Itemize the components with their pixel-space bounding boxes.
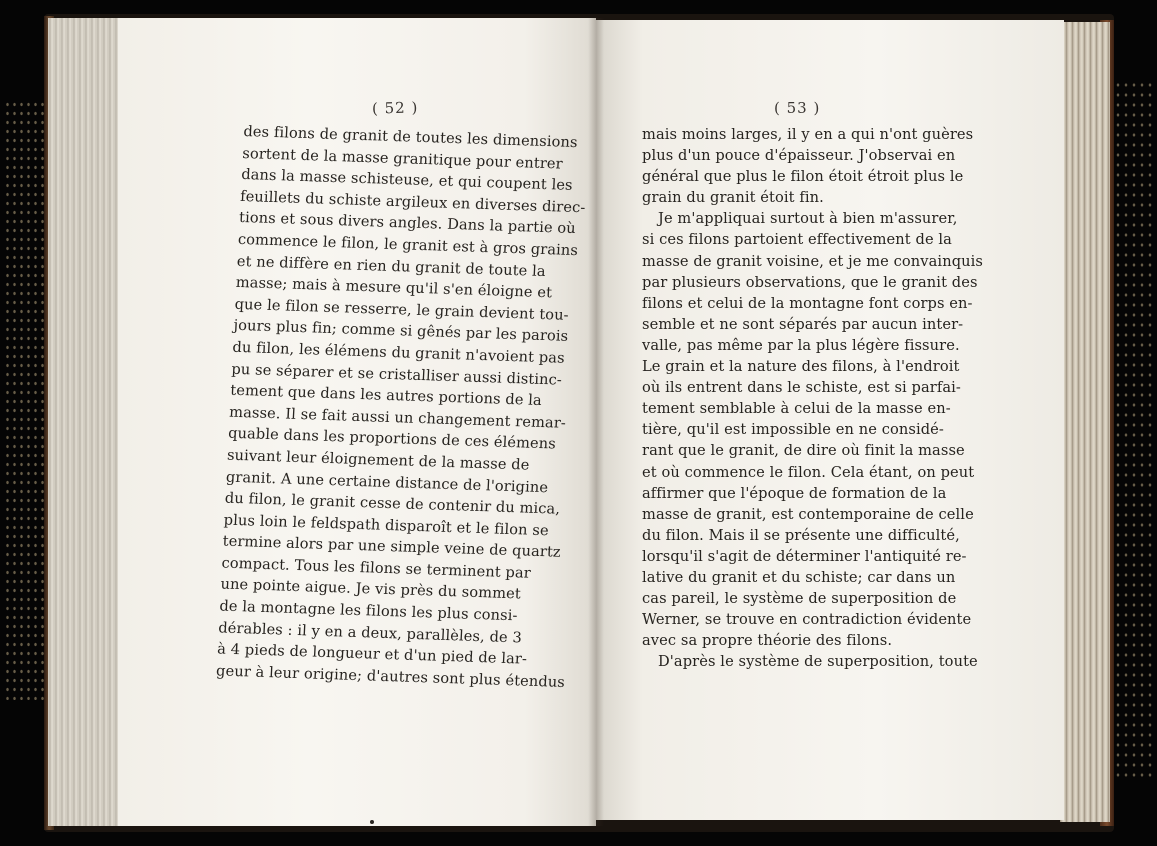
text-line: compact. Tous les filons se terminent par: [221, 554, 532, 582]
text-line: masse. Il se fait aussi un changement remar-: [228, 403, 567, 432]
text-line: Je m'appliquai surtout à bien m'assurer,: [658, 210, 958, 228]
text-line: tions et sous divers angles. Dans la partie où: [238, 209, 577, 238]
text-line: du filon. Mais il se présente une difficulté,: [642, 526, 960, 544]
text-line: tement semblable à celui de la masse en-: [642, 400, 951, 418]
text-line: lative du granit et du schiste; car dans un: [642, 568, 956, 586]
left-page-text: [215, 121, 586, 693]
text-line: suivant leur éloignement de la masse de: [226, 446, 530, 474]
right-page-text: [642, 124, 983, 672]
text-line: rant que le granit, de dire où finit la masse: [642, 442, 965, 460]
text-line: sortent de la masse granitique pour entrer: [241, 144, 564, 173]
text-line: que le filon se resserre, le grain devient tou-: [234, 295, 570, 324]
page-number-left: ( 52 ): [371, 98, 419, 118]
text-line: avec sa propre théorie des filons.: [642, 632, 893, 650]
text-line: granit. A une certaine distance de l'origine: [225, 468, 549, 496]
text-line: cas pareil, le système de superposition de: [642, 590, 957, 608]
text-line: dérables : il y en a deux, parallèles, de 3: [217, 619, 523, 647]
text-line: masse de granit voisine, et je me convainquis: [642, 252, 983, 270]
text-line: une pointe aigue. Je vis près du sommet: [220, 575, 522, 603]
page-number-right: ( 53 ): [774, 99, 821, 117]
text-line: quable dans les proportions de ces élémens: [227, 424, 557, 453]
text-line: feuillets du schiste argileux en diverses direc-: [239, 187, 586, 217]
text-line: commence le filon, le granit est à gros grains: [237, 230, 579, 260]
text-line: et où commence le filon. Cela étant, on peut: [642, 463, 975, 481]
text-line: où ils entrent dans le schiste, est si parfai-: [642, 379, 961, 397]
text-line: jours plus fin; comme si gênés par les parois: [233, 317, 569, 346]
text-line: semble et ne sont séparés par aucun inter-: [642, 315, 964, 333]
text-line: filons et celui de la montagne font corps en-: [642, 294, 973, 312]
text-line: du filon, les élémens du granit n'avoient pas: [232, 338, 566, 367]
text-line: plus loin le feldspath disparoît et le filon se: [223, 511, 550, 540]
text-line: tement que dans les autres portions de la: [229, 381, 543, 410]
text-line: plus d'un pouce d'épaisseur. J'observai en: [642, 147, 956, 165]
text-line: mais moins larges, il y en a qui n'ont guères: [642, 126, 974, 143]
text-line: du filon, le granit cesse de contenir du mica,: [224, 489, 561, 518]
page-edges-right: [1060, 22, 1110, 822]
text-line: dans la masse schisteuse, et qui coupent les: [240, 166, 574, 195]
text-line: termine alors par une simple veine de quartz: [222, 532, 562, 562]
text-line: à 4 pieds de longueur et d'un pied de lar-: [216, 640, 528, 668]
text-line: pu se séparer et se cristalliser aussi distinc-: [231, 360, 563, 389]
text-line: masse; mais à mesure qu'il s'en éloigne et: [235, 273, 553, 302]
text-line: général que plus le filon étoit étroit plus le: [642, 168, 964, 186]
text-line: valle, pas même par la plus légère fissure.: [642, 336, 960, 354]
text-line: tière, qu'il est impossible en ne considé-: [642, 421, 944, 439]
text-line: des filons de granit de toutes les dimensions: [243, 122, 579, 152]
text-line: grain du granit étoit fin.: [642, 189, 824, 207]
text-line: masse de granit, est contemporaine de celle: [642, 505, 974, 523]
marbled-edge-right: [1114, 80, 1154, 780]
marbled-edge-left: [4, 100, 48, 700]
text-line: Werner, se trouve en contradiction évidente: [642, 611, 972, 629]
text-line: par plusieurs observations, que le granit des: [642, 273, 978, 291]
text-line: geur à leur origine; d'autres sont plus étendus: [215, 662, 566, 691]
text-line: de la montagne les filons les plus consi-: [219, 597, 518, 625]
book-gutter: [588, 18, 604, 826]
text-line: Le grain et la nature des filons, à l'endroit: [642, 358, 960, 376]
text-line: affirmer que l'époque de formation de la: [642, 484, 947, 502]
text-line: et ne diffère en rien du granit de toute la: [236, 252, 547, 280]
text-line: D'après le système de superposition, toute: [658, 653, 978, 671]
ink-dot: [370, 820, 374, 824]
text-line: lorsqu'il s'agit de déterminer l'antiquité re-: [642, 547, 967, 565]
text-line: si ces filons partoient effectivement de la: [642, 231, 952, 249]
